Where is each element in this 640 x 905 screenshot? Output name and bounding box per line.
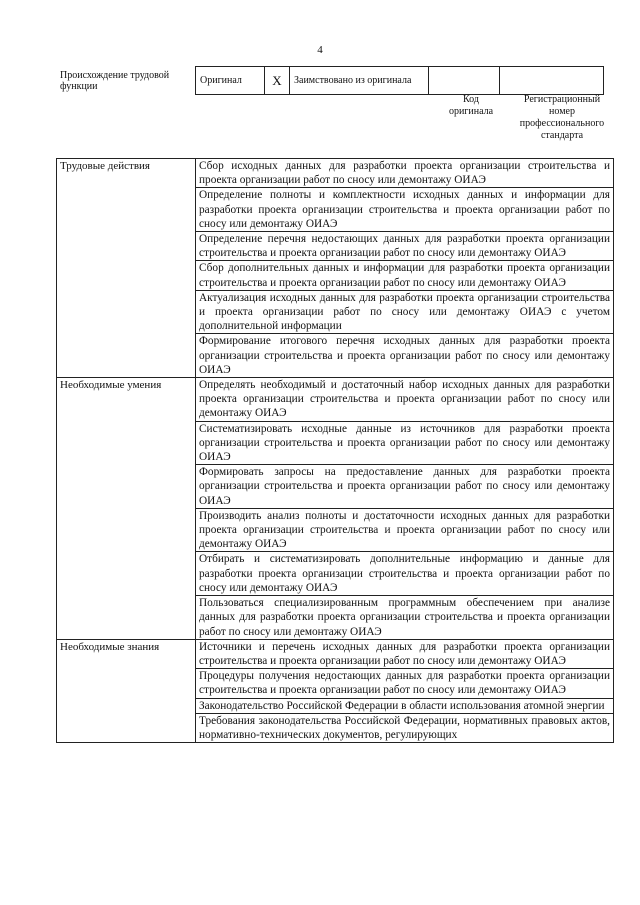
page-number: 4 — [317, 44, 323, 56]
section-item: Актуализация исходных данных для разработки проекта организации строительства и проекта организации работ по сносу или демонтажу ОИАЭ с учетом дополнительной информации — [196, 290, 614, 334]
original-cell: Оригинал — [196, 67, 265, 95]
section-label: Необходимые умения — [57, 378, 196, 640]
function-table — [56, 158, 614, 743]
table-row — [57, 639, 614, 668]
section-item: Систематизировать исходные данные из источников для разработки проекта организации строительства и проекта организации работ по сносу или демонтажу ОИАЭ — [196, 421, 614, 465]
table-row — [57, 159, 614, 188]
table-row — [57, 378, 614, 422]
section-item: Определение полноты и комплектности исходных данных и информации для разработки проекта организации строительства и проекта организации работ по сносу или демонтажу ОИАЭ — [196, 188, 614, 232]
section-label: Трудовые действия — [57, 159, 196, 378]
section-item: Определять необходимый и достаточный набор исходных данных для разработки проекта организации строительства и проекта организации работ по сносу или демонтажу ОИАЭ — [196, 378, 614, 422]
reg-caption: Регистрационный номер профессионального стандарта — [519, 94, 605, 141]
section-item: Сбор исходных данных для разработки проекта организации строительства и проекта организации работ по сносу или демонтажу ОИАЭ — [196, 159, 614, 188]
origin-table — [195, 66, 604, 95]
section-item: Пользоваться специализированным программным обеспечением при анализе данных для разработки проекта организации строительства и проекта организации работ по сносу или демонтажу ОИАЭ — [196, 596, 614, 640]
section-label: Необходимые знания — [57, 639, 196, 742]
section-item: Производить анализ полноты и достаточности исходных данных для разработки проекта организации строительства и проекта организации работ по сносу или демонтажу ОИАЭ — [196, 508, 614, 552]
code-cell — [429, 67, 500, 95]
section-item: Законодательство Российской Федерации в области использования атомной энергии — [196, 698, 614, 713]
origin-label: Происхождение трудовой функции — [60, 70, 170, 92]
section-item: Источники и перечень исходных данных для разработки проекта организации строительства и проекта организации работ по сносу или демонтажу ОИАЭ — [196, 639, 614, 668]
reg-number-cell — [500, 67, 604, 95]
borrowed-cell: Заимствовано из оригинала — [290, 67, 429, 95]
section-item: Процедуры получения недостающих данных для разработки проекта организации строительства и проекта организации работ по сносу или демонтажу ОИАЭ — [196, 669, 614, 698]
original-mark: X — [265, 67, 290, 95]
section-item: Определение перечня недостающих данных для разработки проекта организации строительства и проекта организации работ по сносу или демонтажу ОИАЭ — [196, 232, 614, 261]
section-item: Сбор дополнительных данных и информации для разработки проекта организации строительства и проекта организации работ по сносу или демонтажу ОИАЭ — [196, 261, 614, 290]
section-item: Формирование итогового перечня исходных данных для разработки проекта организации строительства и проекта организации работ по сносу или демонтажу ОИАЭ — [196, 334, 614, 378]
code-caption: Код оригинала — [448, 94, 494, 117]
section-item: Требования законодательства Российской Федерации, нормативных правовых актов, нормативно-технических документов, регулирующих — [196, 713, 614, 742]
section-item: Формировать запросы на предоставление данных для разработки проекта организации строительства и проекта организации работ по сносу или демонтажу ОИАЭ — [196, 465, 614, 509]
section-item: Отбирать и систематизировать дополнительные информацию и данные для разработки проекта организации строительства и проекта организации работ по сносу или демонтажу ОИАЭ — [196, 552, 614, 596]
